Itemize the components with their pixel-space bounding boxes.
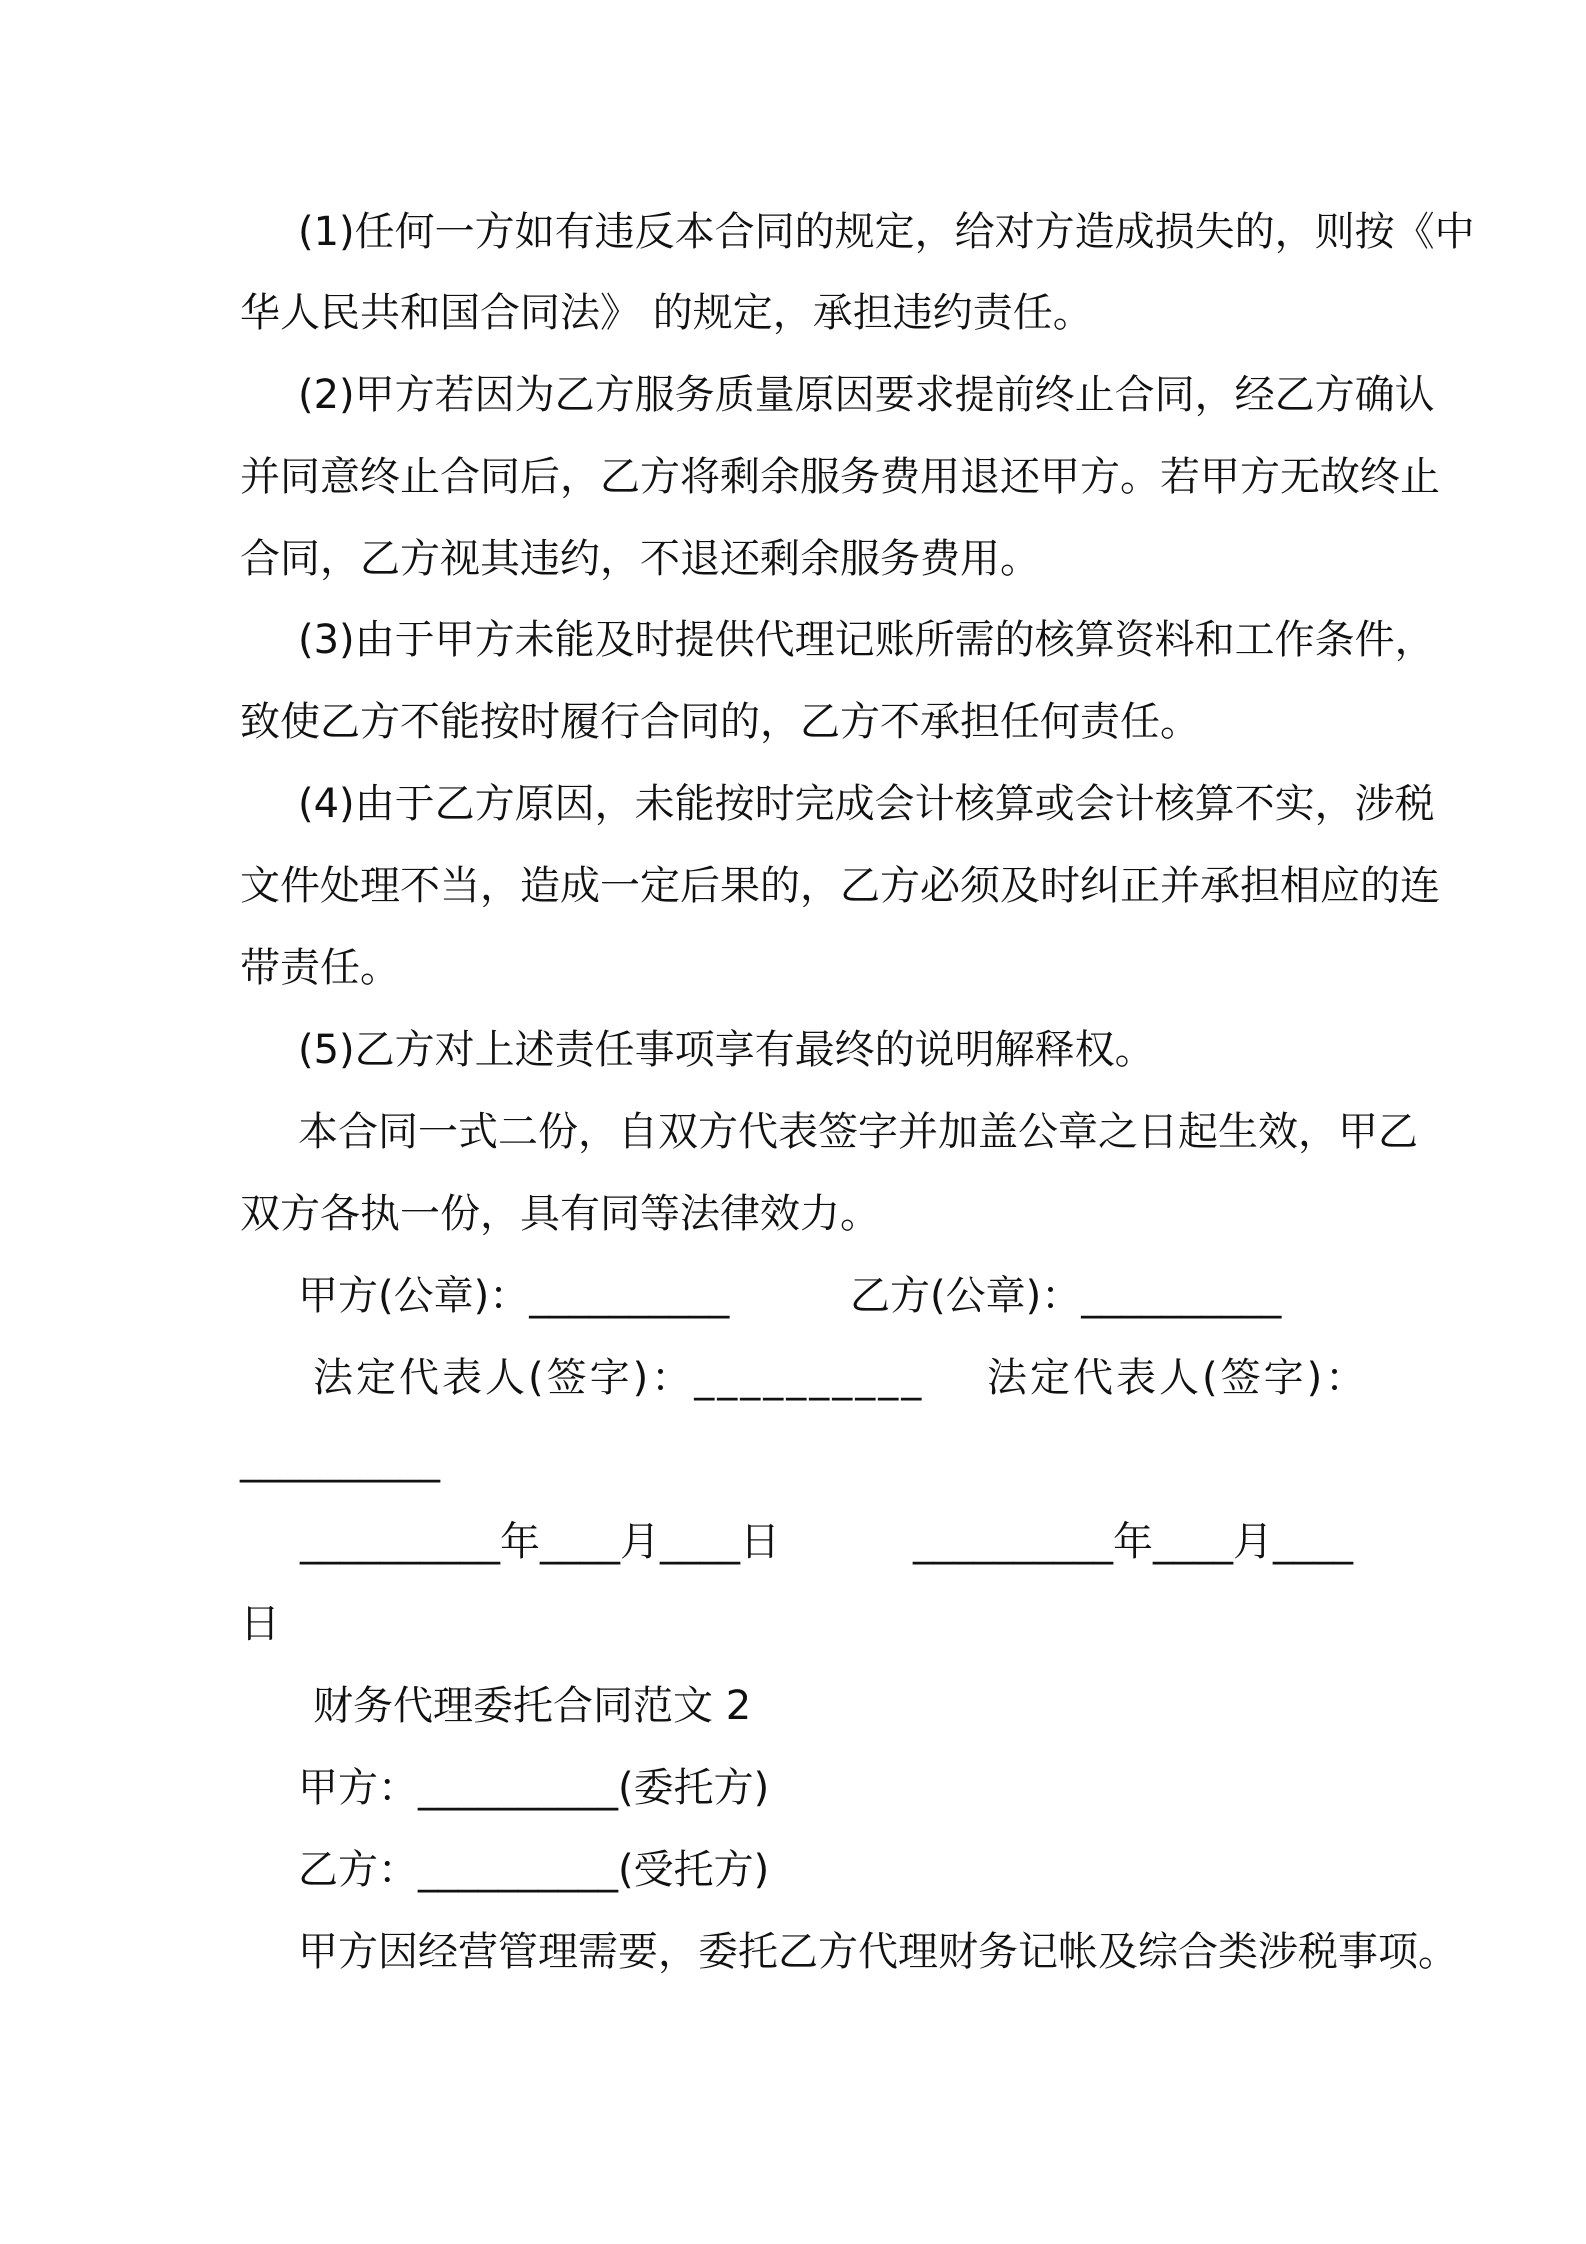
section-2-party-b: 乙方：__________(受托方) [298, 1847, 770, 1893]
section-2-party-a: 甲方：__________(委托方) [298, 1765, 770, 1811]
clause-2-line-3: 合同，乙方视其违约，不退还剩余服务费用。 [240, 536, 1040, 582]
clause-4-line-2: 文件处理不当，造成一定后果的，乙方必须及时纠正并承担相应的连 [240, 863, 1440, 909]
rep-b-signature-blank: __________ [240, 1437, 440, 1483]
rep-a-signature: 法定代表人(签字)：__________ [313, 1355, 925, 1401]
clause-3-line-2: 致使乙方不能按时履行合同的，乙方不承担任何责任。 [240, 699, 1200, 745]
date-a: __________年____月____日 [300, 1519, 780, 1565]
clause-4-line-3: 带责任。 [240, 945, 400, 991]
clause-1-line-2: 华人民共和国合同法》 的规定，承担违约责任。 [240, 290, 1093, 336]
clause-2-line-1: (2)甲方若因为乙方服务质量原因要求提前终止合同，经乙方确认 [298, 372, 1435, 418]
party-a-seal: 甲方(公章)：__________ [298, 1273, 730, 1319]
section-2-title: 财务代理委托合同范文 2 [313, 1683, 752, 1729]
party-b-seal: 乙方(公章)：__________ [850, 1273, 1282, 1319]
section-2-intro: 甲方因经营管理需要，委托乙方代理财务记帐及综合类涉税事项。 [298, 1929, 1458, 1975]
effect-line-1: 本合同一式二份，自双方代表签字并加盖公章之日起生效，甲乙 [298, 1109, 1418, 1155]
date-b: __________年____月____ [913, 1519, 1353, 1565]
clause-3-line-1: (3)由于甲方未能及时提供代理记账所需的核算资料和工作条件， [298, 617, 1435, 663]
clause-5-line-1: (5)乙方对上述责任事项享有最终的说明解释权。 [298, 1027, 1155, 1073]
effect-line-2: 双方各执一份，具有同等法律效力。 [240, 1191, 880, 1237]
clause-4-line-1: (4)由于乙方原因，未能按时完成会计核算或会计核算不实，涉税 [298, 781, 1435, 827]
clause-1-line-1: (1)任何一方如有违反本合同的规定，给对方造成损失的，则按《中 [298, 209, 1475, 255]
date-b-tail: 日 [240, 1601, 280, 1647]
clause-2-line-2: 并同意终止合同后，乙方将剩余服务费用退还甲方。若甲方无故终止 [240, 454, 1440, 500]
rep-b-signature: 法定代表人(签字)： [987, 1355, 1369, 1401]
